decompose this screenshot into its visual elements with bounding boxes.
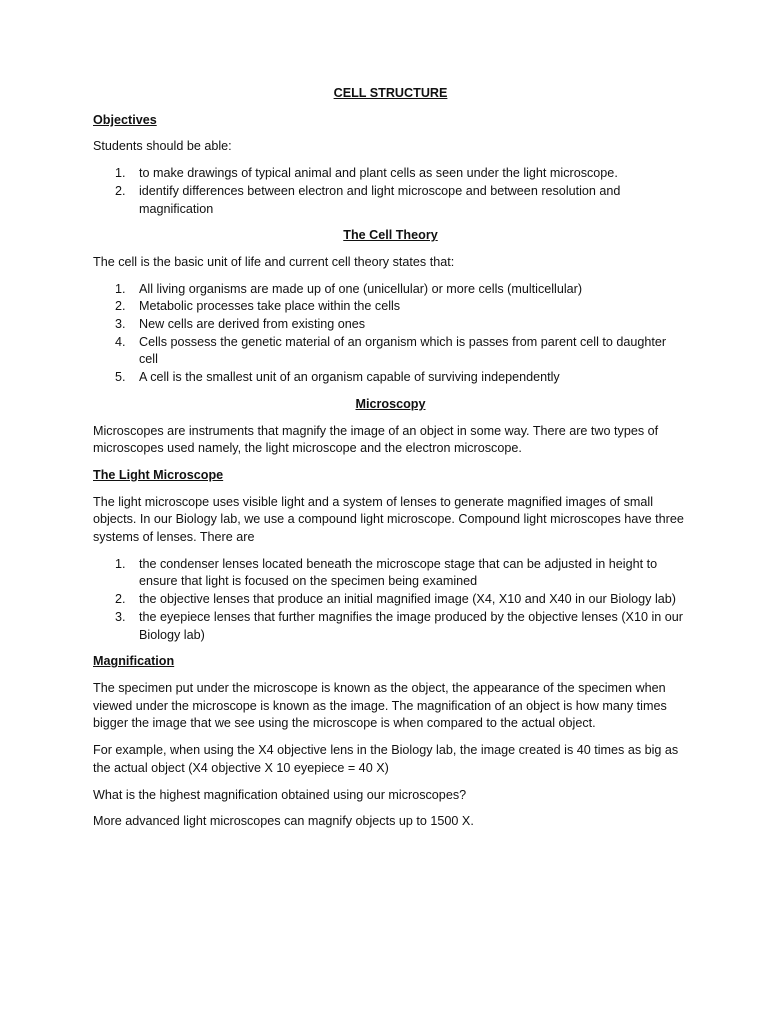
list-item-text: New cells are derived from existing ones xyxy=(139,317,366,332)
list-item-text: the eyepiece lenses that further magnifies the image produced by the objective lenses (X10 in our Biology lab) xyxy=(139,609,683,642)
list-number: 3. xyxy=(115,609,126,624)
microscopy-paragraph: Microscopes are instruments that magnify the image of an object in some way. There are two types of microscopes used namely, the light microscope and the electron microscope. xyxy=(93,423,659,456)
list-number: 3. xyxy=(115,317,126,332)
list-number: 1. xyxy=(115,166,126,181)
cell-theory-list xyxy=(93,281,688,387)
list-item xyxy=(93,609,688,644)
list-item xyxy=(93,165,688,183)
list-item-text: identify differences between electron and light microscope and between resolution and magnification xyxy=(139,183,621,216)
list-item xyxy=(93,334,688,369)
list-item-text: Metabolic processes take place within the cells xyxy=(139,299,401,314)
advanced-microscope-note: More advanced light microscopes can magnify objects up to 1500 X. xyxy=(93,814,474,829)
list-number: 2. xyxy=(115,183,126,198)
list-item-text: Cells possess the genetic material of an organism which is passes from parent cell to daughter cell xyxy=(139,334,667,367)
list-item xyxy=(93,369,688,387)
list-item xyxy=(93,281,688,299)
magnification-question: What is the highest magnification obtained using our microscopes? xyxy=(93,787,467,802)
magnification-heading: Magnification xyxy=(93,654,175,669)
list-item xyxy=(93,183,688,218)
list-item xyxy=(93,591,688,609)
list-item-text: All living organisms are made up of one (unicellular) or more cells (multicellular) xyxy=(139,281,583,296)
objectives-heading: Objectives xyxy=(93,112,157,127)
list-item xyxy=(93,316,688,334)
cell-theory-heading: The Cell Theory xyxy=(343,228,438,243)
objectives-list xyxy=(93,165,688,218)
light-microscope-heading: The Light Microscope xyxy=(93,467,224,482)
list-item xyxy=(93,298,688,316)
light-microscope-paragraph: The light microscope uses visible light and a system of lenses to generate magnified images of small objects. In our Biology lab, we use a compound light microscope. Compound light microscopes have three systems of lenses. There are xyxy=(93,494,684,545)
list-number: 2. xyxy=(115,299,126,314)
magnification-example: For example, when using the X4 objective lens in the Biology lab, the image created is 40 times as big as the actual object (X4 objective X 10 eyepiece = 40 X) xyxy=(93,743,679,775)
objectives-intro: Students should be able: xyxy=(93,139,232,154)
list-number: 1. xyxy=(115,556,126,571)
list-item-text: the objective lenses that produce an initial magnified image (X4, X10 and X40 in our Biology lab) xyxy=(139,592,676,607)
list-number: 1. xyxy=(115,281,126,296)
magnification-paragraph: The specimen put under the microscope is known as the object, the appearance of the specimen when viewed under the microscope is known as the image. The magnification of an object is how many times bigger the image that we see using the microscope is when compared to the actual object. xyxy=(93,680,667,731)
list-item-text: the condenser lenses located beneath the microscope stage that can be adjusted in height to ensure that light is focused on the specimen being examined xyxy=(139,556,658,589)
list-number: 2. xyxy=(115,592,126,607)
list-item-text: A cell is the smallest unit of an organism capable of surviving independently xyxy=(139,370,560,385)
microscopy-heading: Microscopy xyxy=(355,396,426,411)
cell-theory-intro: The cell is the basic unit of life and current cell theory states that: xyxy=(93,254,455,269)
list-item-text: to make drawings of typical animal and plant cells as seen under the light microscope. xyxy=(139,166,618,181)
list-number: 5. xyxy=(115,370,126,385)
lens-systems-list xyxy=(93,556,688,645)
list-item xyxy=(93,556,688,591)
page-title: CELL STRUCTURE xyxy=(333,86,448,100)
list-number: 4. xyxy=(115,334,126,349)
